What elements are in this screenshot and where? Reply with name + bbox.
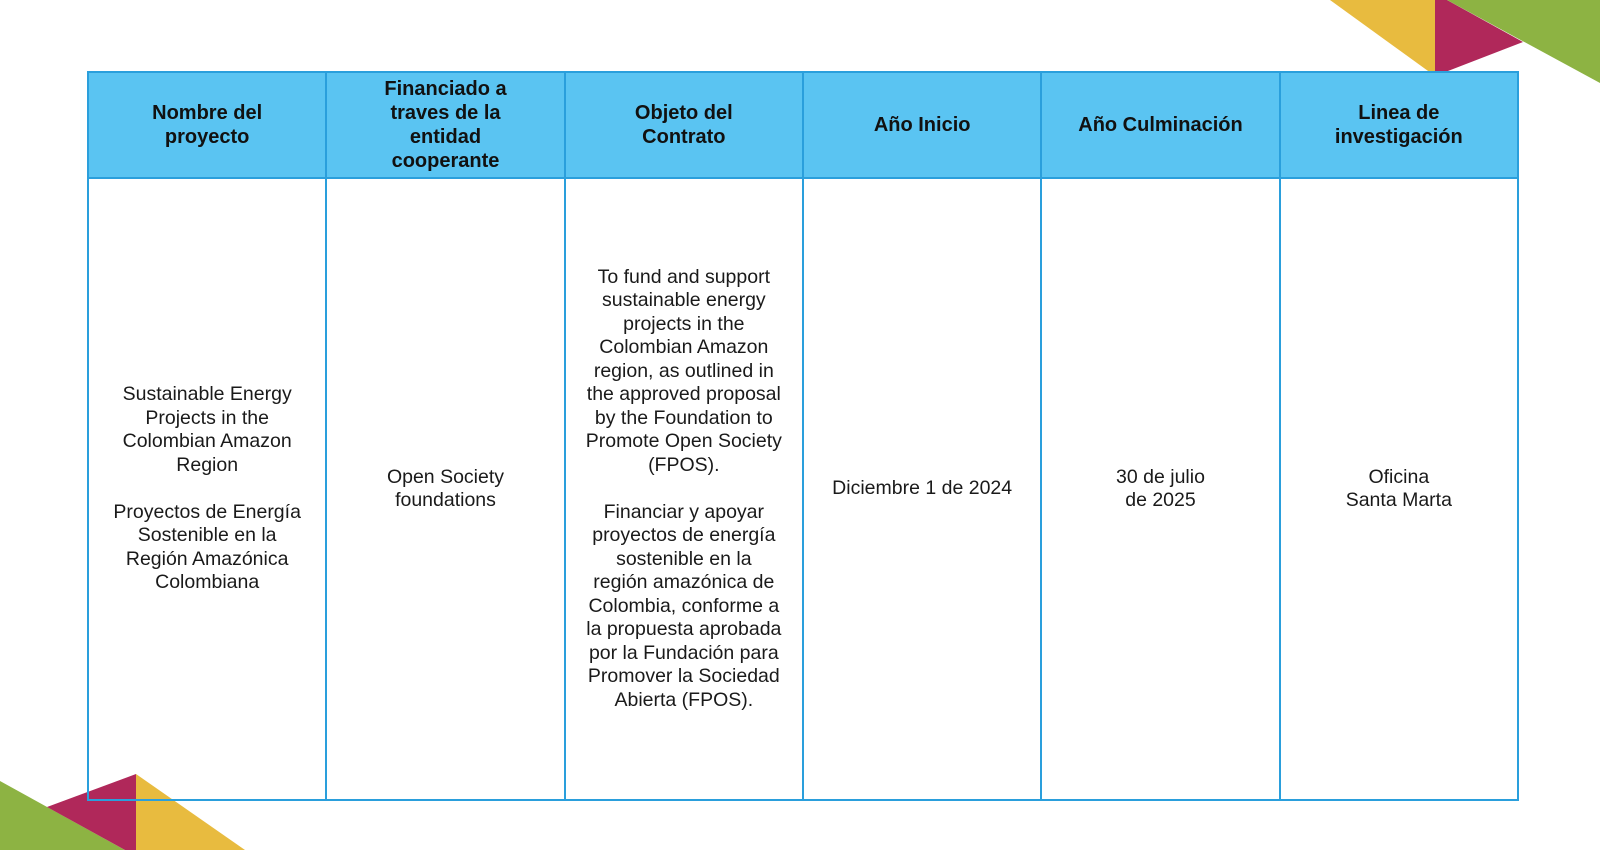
header-linea: Linea de investigación <box>1280 72 1518 178</box>
header-objeto: Objeto del Contrato <box>565 72 803 178</box>
header-row <box>88 72 1518 178</box>
header-nombre: Nombre del proyecto <box>88 72 326 178</box>
cell-financiado: Open Society foundations <box>326 178 564 800</box>
header-ano-culminacion: Año Culminación <box>1041 72 1279 178</box>
projects-table <box>87 71 1519 801</box>
cell-nombre: Sustainable Energy Projects in the Colombian Amazon Region Proyectos de Energía Sostenible en la Región Amazónica Colombiana <box>88 178 326 800</box>
table-row <box>88 178 1518 800</box>
cell-ano-inicio: Diciembre 1 de 2024 <box>803 178 1041 800</box>
cell-linea: Oficina Santa Marta <box>1280 178 1518 800</box>
header-financiado: Financiado a traves de la entidad cooperante <box>326 72 564 178</box>
yellow-triangle-top <box>1330 0 1435 76</box>
cell-objeto: To fund and support sustainable energy projects in the Colombian Amazon region, as outlined in the approved proposal by the Foundation to Promote Open Society (FPOS). Financiar y apoyar proyectos de energía sostenible en la región amazónica de Colombia, conforme a la propuesta aprobada por la Fundación para Promover la Sociedad Abierta (FPOS). <box>565 178 803 800</box>
cell-ano-culminacion: 30 de julio de 2025 <box>1041 178 1279 800</box>
header-ano-inicio: Año Inicio <box>803 72 1041 178</box>
